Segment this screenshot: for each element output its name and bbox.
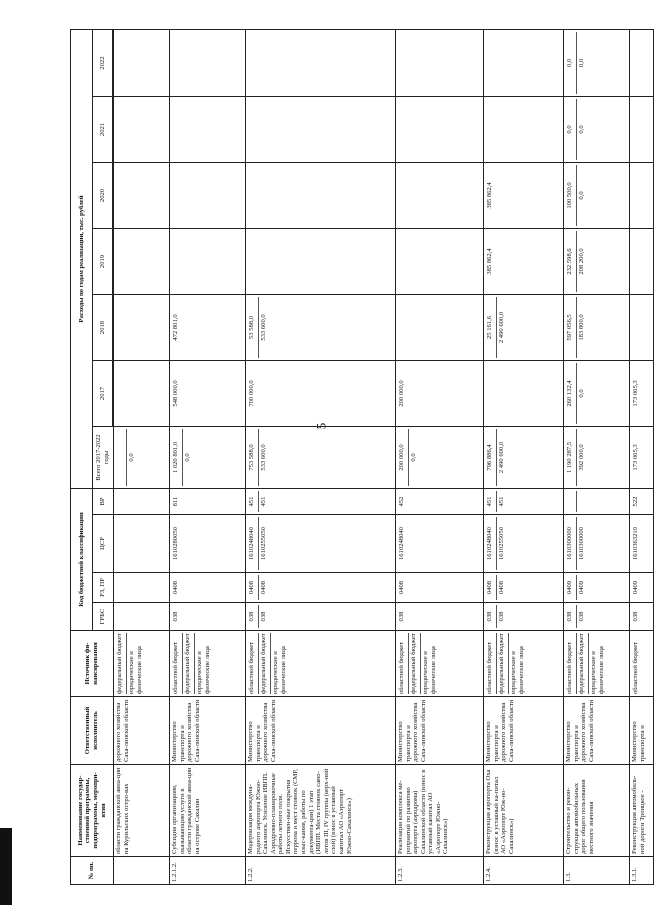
value-y2018	[631, 297, 642, 358]
value-y2022: 0,0	[578, 58, 585, 68]
value-vr	[577, 491, 588, 512]
value-csr	[115, 517, 126, 570]
row-number: 1.3.	[565, 872, 572, 882]
measure-name: Строительство и рекон-струкция автомобильных дорог общего пользования местного значения	[565, 779, 595, 854]
value-y2022	[397, 32, 408, 94]
value-y2018	[115, 297, 126, 358]
value-rzpr: 0408	[485, 575, 497, 600]
value-y2020	[631, 165, 642, 226]
value-csr: 1610248040	[398, 527, 405, 560]
funding-source: федеральный бюджет	[115, 633, 127, 694]
executor: Министерство транспорта и дорожного хозяйства Саха-линской области	[171, 699, 201, 762]
value-grbs	[115, 605, 126, 628]
table-row	[484, 29, 564, 884]
value-y2021: 0,0	[565, 99, 577, 160]
value-y2018: 53 588,0	[247, 297, 259, 358]
value-y2019: 208 200,0	[578, 248, 585, 275]
row-number: 1.2.2.	[247, 867, 254, 882]
funding-source: областной бюджет	[247, 633, 259, 694]
row-number: 1.2.4.	[485, 867, 492, 882]
budget-table	[70, 29, 654, 885]
value-total: 200 000,0	[397, 429, 409, 486]
executor: Министерство транспорта и дорожного хозяйства Саха-линской области	[397, 699, 427, 762]
value-y2017	[115, 363, 126, 424]
value-total: 0,0	[128, 453, 135, 462]
funding-source: юридические и физические лица	[196, 646, 211, 694]
value-grbs: 038	[565, 605, 577, 628]
rotated-table-wrapper	[70, 30, 646, 885]
value-y2019	[397, 231, 408, 292]
header-year-2018: 2018	[93, 294, 113, 360]
header-no: № пп.	[71, 857, 114, 885]
funding-source: областной бюджет	[171, 633, 183, 694]
table-row	[630, 29, 654, 884]
funding-source: областной бюджет	[397, 633, 409, 694]
value-csr: 1610280050	[172, 527, 179, 560]
value-y2020	[115, 165, 126, 226]
executor: Министерство транспорта и дорожного хозяйства Саха-линской области	[485, 699, 515, 762]
value-vr: 451	[247, 491, 259, 512]
row-number: 1.2.1.2.	[171, 862, 178, 882]
header-csr: ЦСР	[93, 515, 114, 573]
value-rzpr: 0408	[498, 580, 505, 595]
value-csr: 1610300000	[565, 517, 577, 570]
scan-edge-bar	[0, 828, 12, 905]
value-y2020: 100 500,0	[565, 165, 577, 226]
funding-source: юридические и физические лица	[272, 646, 287, 694]
value-rzpr	[115, 575, 126, 600]
measure-name: Субсидия организациям, оказывающим услуги в области гражданской авиа-ции на острове Сахалин	[171, 767, 201, 854]
value-y2020	[247, 165, 258, 226]
value-rzpr: 0408	[172, 580, 179, 595]
value-vr	[115, 491, 126, 512]
value-y2021	[397, 99, 408, 160]
value-total: 796 886,4	[485, 429, 497, 486]
value-y2020	[397, 165, 408, 226]
value-y2018: 183 800,0	[578, 314, 585, 341]
value-y2017: 548 000,0	[172, 380, 179, 407]
row-number: 1.2.3.	[397, 867, 404, 882]
measure-name: Модернизация междуна-родного аэропорта Южно-Сахалинск. Усиление ИВПП. Аэродромно-планировочные работы летного поля. Искусствен-ные покрытия перрона и мест стоянок (СМР, изыс-кания, работы по документа-ции) 1 этап (ИВПП. Места стоянок само-летов III, IV группы (верх-ний слой) (взнос в уставный капитал АО «Аэропорт Южно-Сахалинск»)	[247, 768, 353, 854]
value-total: 0,0	[184, 453, 191, 462]
value-rzpr: 0408	[260, 580, 267, 595]
value-vr: 811	[172, 496, 179, 507]
header-total: Всего 2017-2022 годы	[93, 426, 114, 488]
value-y2020: 385 862,4	[486, 182, 493, 209]
table-row	[396, 29, 484, 884]
header-year-2021: 2021	[93, 96, 113, 162]
header-rzpr: РЗ, ПР	[93, 573, 114, 603]
value-rzpr: 0409	[578, 580, 585, 595]
row-number: 1.3.1.	[631, 867, 638, 882]
value-y2021	[631, 99, 642, 160]
value-y2021	[485, 99, 496, 160]
executor: дорожного хозяйства Саха-линской области	[115, 699, 130, 762]
funding-source: федеральный бюджет	[409, 633, 421, 694]
value-grbs: 038	[247, 605, 259, 628]
value-y2022	[631, 32, 642, 94]
value-vr: 522	[632, 496, 639, 507]
value-csr: 1610363210	[632, 527, 639, 560]
value-y2019: 385 862,4	[486, 248, 493, 275]
value-y2019: 232 598,6	[565, 231, 577, 292]
value-y2019	[115, 231, 126, 292]
value-total: 173 005,3	[632, 444, 639, 471]
funding-source: областной бюджет	[565, 633, 577, 694]
funding-source: юридические и физические лица	[590, 646, 605, 694]
header-exec: Ответственный исполнитель	[71, 697, 114, 765]
value-grbs: 038	[172, 611, 179, 622]
value-y2021	[171, 99, 182, 160]
funding-source: областной бюджет	[632, 641, 639, 694]
value-total: 0,0	[410, 453, 417, 462]
header-grbs: ГРБС	[93, 603, 114, 631]
page-number: 5	[313, 422, 329, 430]
value-total	[115, 429, 127, 486]
value-csr: 1610248040	[485, 517, 497, 570]
value-grbs: 038	[398, 611, 405, 622]
funding-source: юридические и физические лица	[422, 646, 437, 694]
measure-name: Реализация комплекса ме-роприятий по развитию аэропорта (аэродрома) Сахалинской области (взнос в уставный капитал АО «Аэропорт Южно-Сахалинск»)	[397, 769, 450, 854]
value-y2021	[115, 99, 126, 160]
value-vr: 451	[498, 496, 505, 507]
value-rzpr: 0408	[247, 575, 259, 600]
funding-source: федеральный бюджет	[577, 633, 589, 694]
executor: Министерство транспорта и дорожного хозяйства Саха-линской области	[247, 699, 277, 762]
header-expenses-group: Расходы по годам реализации, тыс. рублей	[71, 29, 93, 488]
value-y2017: 260 132,4	[565, 363, 577, 424]
header-vr: ВР	[93, 488, 114, 514]
measure-name: Реконструкция автомобиль-ной дороги Троицкое -	[631, 775, 646, 854]
value-y2020: 0,0	[578, 191, 585, 200]
table-row	[170, 29, 246, 884]
funding-source: областной бюджет	[485, 633, 497, 694]
value-y2022	[171, 32, 182, 94]
value-y2017	[485, 363, 496, 424]
value-vr	[565, 491, 577, 512]
value-y2020	[171, 165, 182, 226]
value-y2018: 472 801,0	[172, 314, 179, 341]
value-grbs: 038	[578, 611, 585, 622]
value-grbs: 038	[498, 611, 505, 622]
value-y2022	[247, 32, 258, 94]
funding-source: юридические и физические лица	[128, 646, 143, 694]
header-year-2019: 2019	[93, 228, 113, 294]
value-y2022: 0,0	[565, 32, 577, 94]
value-y2017: 700 000,0	[248, 380, 255, 407]
value-y2018	[397, 297, 408, 358]
table-row	[246, 29, 396, 884]
value-rzpr: 0409	[632, 580, 639, 595]
value-csr: 1610255050	[498, 527, 505, 560]
table-body	[114, 29, 654, 884]
value-y2021	[247, 99, 258, 160]
funding-source: федеральный бюджет	[183, 633, 195, 694]
value-y2018: 2 490 600,0	[498, 311, 505, 344]
value-y2022	[485, 32, 496, 94]
value-total: 2 490 600,0	[498, 441, 505, 474]
value-total: 1 190 287,5	[565, 429, 577, 486]
value-csr: 1610300000	[578, 527, 585, 560]
value-grbs: 038	[485, 605, 497, 628]
value-total: 1 020 801,0	[171, 429, 183, 486]
value-total: 392 000,0	[578, 444, 585, 471]
header-year-2022: 2022	[93, 29, 113, 96]
value-vr: 451	[485, 491, 497, 512]
value-y2019	[631, 231, 642, 292]
header-source: Источник фи-нансирования	[71, 631, 114, 697]
value-grbs: 038	[632, 611, 639, 622]
table-row	[564, 29, 630, 884]
header-code-group: Код бюджетной классификации	[71, 488, 93, 630]
table-row	[114, 29, 170, 884]
executor: Министерство транспорта и дорожного хозяйства Саха-линской области	[565, 699, 595, 762]
value-y2019	[171, 231, 182, 292]
value-y2017: 173 005,3	[632, 380, 639, 407]
value-total: 753 588,0	[247, 429, 259, 486]
value-y2018: 533 600,0	[260, 314, 267, 341]
value-csr: 1610255050	[260, 527, 267, 560]
funding-source: федеральный бюджет	[259, 633, 271, 694]
funding-source: юридические и физические лица	[510, 646, 525, 694]
value-rzpr: 0408	[398, 580, 405, 595]
value-total: 533 600,0	[260, 444, 267, 471]
value-rzpr: 0409	[565, 575, 577, 600]
value-y2018: 597 056,5	[565, 297, 577, 358]
value-y2017: 0,0	[578, 389, 585, 398]
measure-name: Реконструкция аэропорта Оха (взнос в уставный ка-питал АО «Аэропорт Юж-но-Сахалинск»)	[485, 769, 515, 854]
value-csr: 1610248040	[247, 517, 259, 570]
funding-source: федеральный бюджет	[497, 633, 509, 694]
value-grbs: 038	[260, 611, 267, 622]
value-vr: 452	[398, 496, 405, 507]
measure-name: области гражданской авиа-ции на Курильских остро-вах	[115, 767, 130, 854]
value-vr: 451	[260, 496, 267, 507]
value-y2018: 25 161,6	[485, 297, 497, 358]
value-y2019	[247, 231, 258, 292]
header-year-2017: 2017	[93, 360, 113, 426]
header-name: Наименование государ-ственной программы, подпрограммы, меропри-ятия	[71, 765, 114, 857]
value-y2022	[115, 32, 126, 94]
executor: Министерство транспорта и	[631, 721, 646, 762]
value-y2021: 0,0	[578, 125, 585, 134]
header-year-2020: 2020	[93, 162, 113, 228]
value-y2017: 200 000,0	[398, 380, 405, 407]
